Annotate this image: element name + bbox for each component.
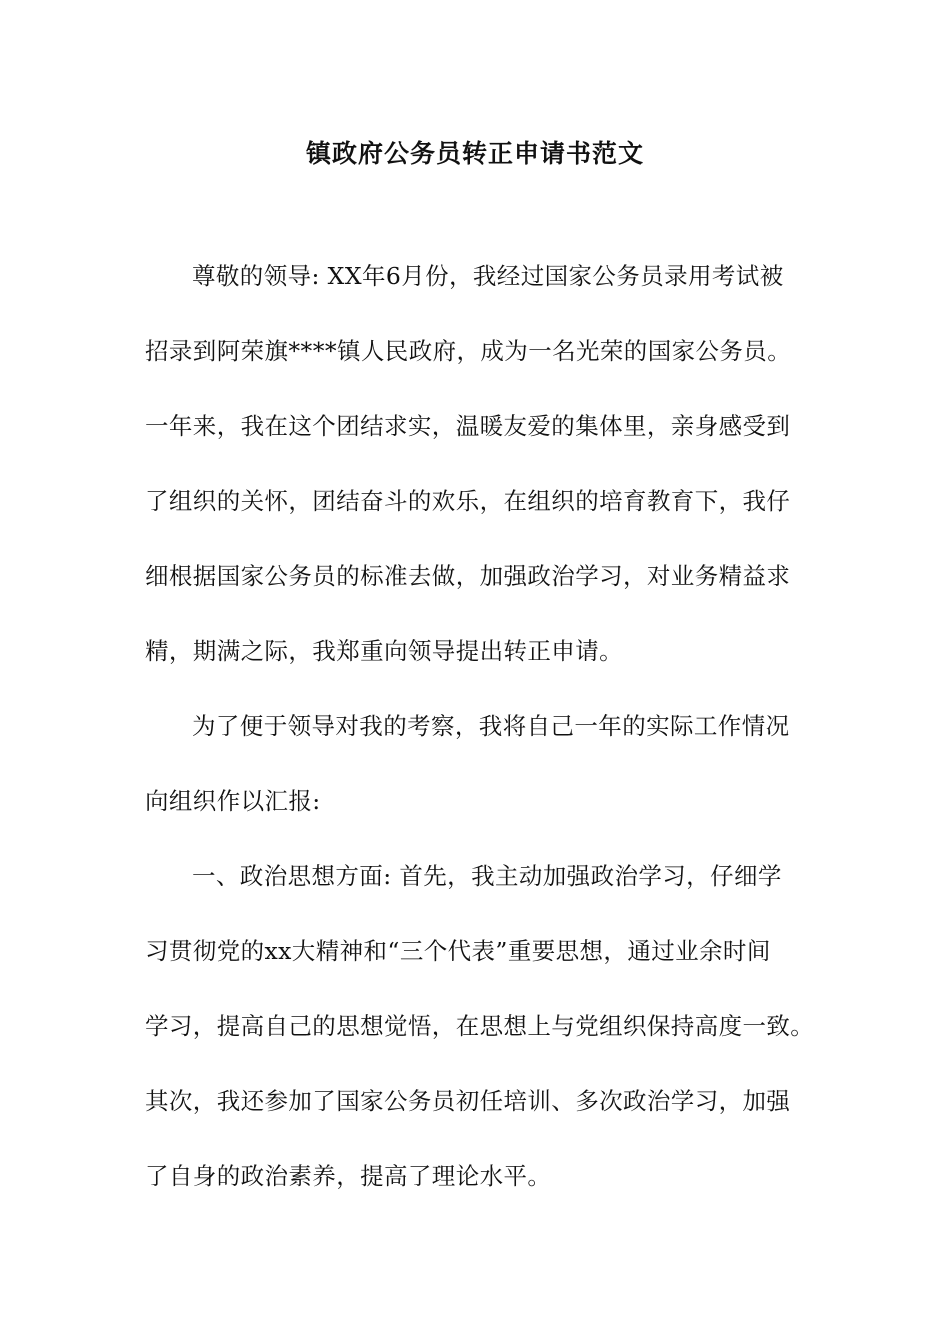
paragraph-line: 精，期满之际，我郑重向领导提出转正申请。 (145, 637, 623, 665)
document-title: 镇政府公务员转正申请书范文 (305, 139, 644, 168)
paragraph-line: 细根据国家公务员的标准去做，加强政治学习，对业务精益求 (145, 562, 791, 590)
paragraph-line: 其次，我还参加了国家公务员初任培训、多次政治学习，加强 (145, 1087, 791, 1115)
paragraph-line: 一、政治思想方面: 首先，我主动加强政治学习，仔细学 (192, 862, 782, 890)
paragraph-line: 为了便于领导对我的考察，我将自己一年的实际工作情况 (192, 712, 790, 740)
paragraph-line: 了组织的关怀，团结奋斗的欢乐，在组织的培育教育下，我仔 (145, 487, 791, 515)
paragraph-line: 习贯彻党的xx大精神和“三个代表”重要思想，通过业余时间 (145, 937, 771, 965)
paragraph-line: 尊敬的领导: XX年6月份，我经过国家公务员录用考试被 (192, 262, 784, 290)
paragraph-line: 招录到阿荣旗****镇人民政府，成为一名光荣的国家公务员。 (145, 337, 792, 365)
paragraph-line: 了自身的政治素养，提高了理论水平。 (145, 1162, 552, 1190)
paragraph-line: 一年来，我在这个团结求实，温暖友爱的集体里，亲身感受到 (145, 412, 791, 440)
document-body (145, 252, 815, 1227)
paragraph-line: 学习，提高自己的思想觉悟，在思想上与党组织保持高度一致。 (145, 1012, 815, 1040)
paragraph-line: 向组织作以汇报: (145, 787, 321, 815)
